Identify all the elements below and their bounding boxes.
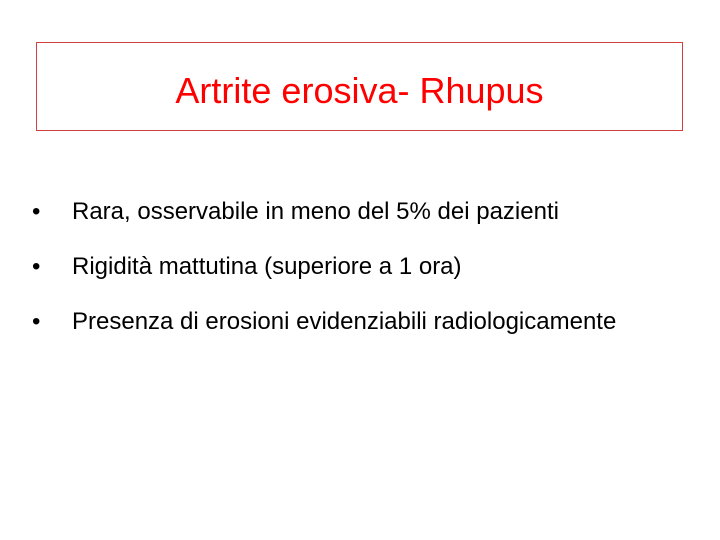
- bullet-text: Rara, osservabile in meno del 5% dei pazienti: [72, 198, 559, 225]
- bullet-marker: •: [32, 253, 41, 280]
- bullet-text: Rigidità mattutina (superiore a 1 ora): [72, 253, 462, 280]
- bullet-text: Presenza di erosioni evidenziabili radiologicamente: [72, 308, 617, 335]
- bullet-item-rarity: [32, 195, 666, 228]
- slide-title: Artrite erosiva- Rhupus: [175, 69, 544, 111]
- bullet-marker: •: [32, 198, 41, 225]
- bullet-list: [32, 195, 666, 338]
- bullet-item-morning-stiffness: [32, 250, 666, 283]
- bullet-item-erosions: [32, 305, 666, 338]
- title-box: [36, 42, 683, 131]
- bullet-marker: •: [32, 308, 41, 335]
